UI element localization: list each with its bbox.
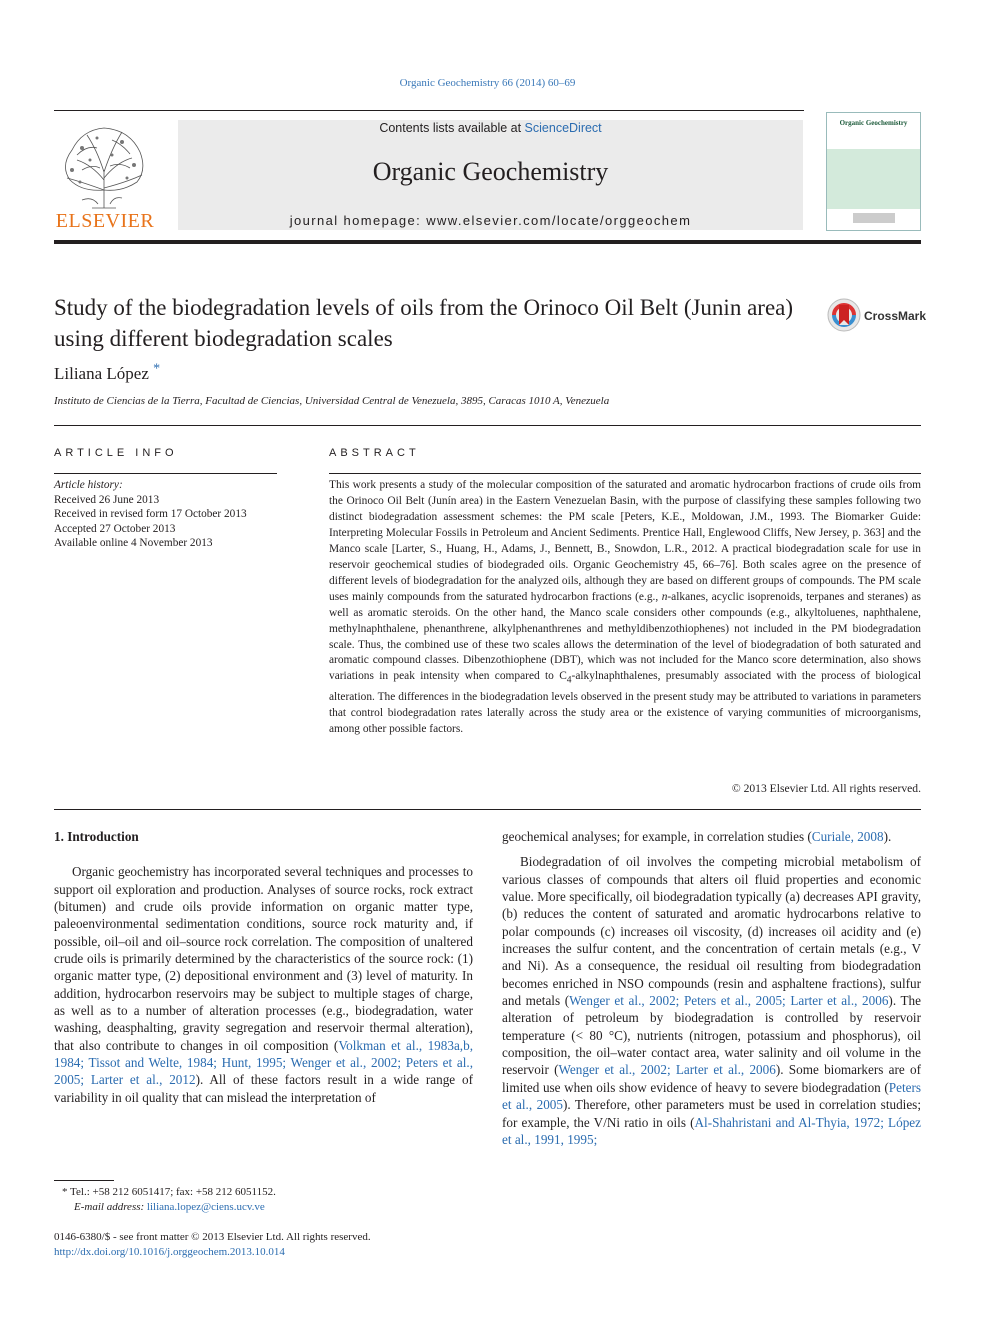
doi-link[interactable]: http://dx.doi.org/10.1016/j.orggeochem.2013.10.014 bbox=[54, 1245, 285, 1258]
contents-line bbox=[178, 121, 803, 135]
right-paragraph-1 bbox=[502, 828, 921, 845]
right-p2-text-a: Biodegradation of oil involves the competing microbial metabolism of various classes of compounds that alters oil fluid properties and economic value. More specifically, oil biodegradation typically (a) decreases API gravity, (b) reduces the content of saturated and aromatic hydrocarbons relative to polar compounds (c) increases oil viscosity, (d) increases oil acidity and (e) increases the sulfur content, and the concentration of certain metals (e.g., V and Ni). As a consequence, the residual oil resulting from biodegradation becomes enriched in NSO compounds (resin and asphaltene fractions), sulfur and metals ( bbox=[502, 854, 921, 1009]
journal-reference[interactable]: Organic Geochemistry 66 (2014) 60–69 bbox=[399, 77, 576, 89]
right-p2-text-d: ). Therefore, other parameters must be used in correlation studies; for example, the V/Ni ratio in oils ( bbox=[502, 1097, 921, 1130]
sciencedirect-link[interactable]: ScienceDirect bbox=[524, 121, 602, 135]
right-p2-citation-4[interactable]: Al-Shahristani and Al-Thyia, 1972; López et al., 1991, 1995; bbox=[502, 1114, 921, 1147]
abstract-text bbox=[329, 478, 921, 738]
abstract-italic-n: n bbox=[661, 590, 668, 603]
footnote-email-link[interactable]: liliana.lopez@ciens.ucv.ve bbox=[146, 1201, 265, 1213]
issn-line: 0146-6380/$ - see front matter © 2013 Elsevier Ltd. All rights reserved. bbox=[54, 1231, 371, 1243]
author-footnote bbox=[62, 1185, 482, 1215]
elsevier-wordmark[interactable]: ELSEVIER bbox=[55, 210, 155, 232]
right-p2-citation-3[interactable]: Peters et al., 2005 bbox=[502, 1079, 921, 1113]
author-name-text: Liliana López bbox=[54, 364, 149, 383]
crossmark-label[interactable]: CrossMark bbox=[864, 309, 927, 323]
section-rule bbox=[54, 425, 921, 426]
right-paragraph-2 bbox=[502, 853, 921, 1148]
right-p2-text-b: ). The alteration of petroleum by biodegradation is controlled by reservoir temperature (< 80 °C), nutrients (nitrogen, potassium and phosphorus), oil composition, the oil–water contact area, water salinity and oil volume in the reservoir ( bbox=[502, 993, 921, 1078]
cover-band bbox=[827, 149, 920, 209]
right-p2-text-c: ). Some biomarkers are of limited use when oils show evidence of heavy to severe biodegradation ( bbox=[502, 1062, 921, 1095]
revised-date: Received in revised form 17 October 2013 bbox=[54, 508, 247, 521]
article-info-heading: ARTICLE INFO bbox=[54, 447, 178, 459]
article-history bbox=[54, 478, 284, 551]
right-p2-citation-1[interactable]: Wenger et al., 2002; Peters et al., 2005; Larter et al., 2006 bbox=[569, 993, 889, 1009]
right-p2-citation-2[interactable]: Wenger et al., 2002; Larter et al., 2006 bbox=[558, 1062, 776, 1078]
abstract-rule bbox=[329, 473, 921, 474]
body-left-column bbox=[54, 828, 473, 1106]
right-p1-text-b: ). bbox=[883, 829, 892, 844]
journal-homepage[interactable]: journal homepage: www.elsevier.com/locate/orggeochem bbox=[289, 213, 692, 228]
article-history-heading: Article history: bbox=[54, 479, 123, 491]
cover-publisher-logo-icon bbox=[853, 213, 895, 223]
front-matter bbox=[54, 1230, 554, 1259]
right-p1-text-a: geochemical analyses; for example, in correlation studies ( bbox=[502, 829, 812, 844]
abstract-subscript: 4 bbox=[566, 675, 572, 686]
footnote-rule bbox=[54, 1180, 114, 1181]
right-p1-citation[interactable]: Curiale, 2008 bbox=[811, 829, 884, 844]
received-date: Received 26 June 2013 bbox=[54, 493, 160, 506]
footnote-tel: Tel.: +58 212 6051417; fax: +58 212 6051152. bbox=[67, 1186, 276, 1198]
header-rule bbox=[54, 110, 804, 111]
journal-title: Organic Geochemistry bbox=[372, 157, 609, 186]
paragraph-gap bbox=[502, 845, 921, 853]
article-info-rule bbox=[54, 473, 277, 474]
body-right-column bbox=[502, 828, 921, 1148]
online-date: Available online 4 November 2013 bbox=[54, 537, 213, 550]
abstract-bottom-rule bbox=[54, 809, 921, 810]
article-title: Study of the biodegradation levels of oils from the Orinoco Oil Belt (Junin area) using different biodegradation scales bbox=[54, 295, 794, 351]
abstract-part-2: -alkanes, acyclic isoprenoids, terpanes and steranes) as well as aromatic steroids. On the other hand, the Manco scale considers other compounds (e.g., alkyltoluenes, naphthalene, methylnaphthalene, phenanthrene, alkylphenanthrenes and methyldibenzothiophenes) not included in the PM biodegradation scale. Thus, the combined use of these two scales allows the determination of the level of biodegradation of both saturated and aromatic compound classes. Dibenzothiophene (DBT), which was not included for the Manco score determination, also shows variations in peak intensity when compared to C bbox=[329, 590, 921, 683]
author-affiliation: Instituto de Ciencias de la Tierra, Facultad de Ciencias, Universidad Central de Venezuela, 3895, Caracas 1010 A, Venezuela bbox=[54, 395, 610, 407]
footnote-email-label: E-mail address: bbox=[74, 1201, 147, 1213]
intro-p1-text-b: ). All of these factors result in a wide range of variability in oil quality that can mislead the interpretation of bbox=[54, 1072, 473, 1105]
header-thick-rule bbox=[54, 240, 921, 244]
abstract-part-3: -alkylnaphthalenes, presumably associated with the process of biological alteration. The differences in the biodegradation levels observed in the present study may be attributed to variations in parameters that control biodegradation rates laterally across the study area or the existence of varying communities of microorganisms, among other possible factors. bbox=[329, 670, 921, 735]
footnote-mark: * bbox=[62, 1186, 68, 1198]
introduction-heading: 1. Introduction bbox=[54, 829, 139, 844]
accepted-date: Accepted 27 October 2013 bbox=[54, 522, 176, 535]
footnote-contact bbox=[62, 1185, 482, 1200]
journal-cover-thumbnail[interactable] bbox=[826, 112, 921, 231]
abstract-part-1: This work presents a study of the molecular composition of the saturated and aromatic hydrocarbon fractions of crude oils from the Orinoco Oil Belt (Junín area) in the Eastern Venezuelan Basin, with the purpose of classifying these samples following two distinct biodegradation assessment schemes: the PM scale [Peters, K.E., Moldowan, J.M., 1993. The Biomarker Guide: Interpreting Molecular Fossils in Petroleum and Ancient Sediments. Prentice Hall, Englewood Cliffs, New Jersey, p. 363] and the Manco scale [Larter, S., Huang, H., Adams, J., Bennett, B., Snowdon, L.R., 2012. A practical biodegradation scale for use in reservoir geochemical studies of biodegraded oils. Organic Geochemistry 45, 66–76]. Both scales agree on the presence of different levels of biodegradation for the analyzed oils, although they are based on different groups of compounds. The PM scale uses mainly compounds from the saturated hydrocarbon fractions (e.g., bbox=[329, 479, 921, 603]
footnote-email-line bbox=[62, 1200, 482, 1215]
contents-prefix: Contents lists available at bbox=[379, 121, 525, 135]
intro-p1-text-a: Organic geochemistry has incorporated several techniques and processes to support oil exploration and production. Analyses of source rocks, rock extract (bitumen) and crude oils provide information on organic matter type, paleoenvironmental sedimentation conditions, source rock maturity and, if possible, oil–oil and oil–source rock correlation. The composition of unaltered crude oils is primarily determined by the characteristics of the source rock: (1) organic matter type, (2) depositional environment and (3) level of maturity. In addition, hydrocarbon reservoirs may be subject to multiple stages of charge, as well as to a number of alteration processes (e.g., biodegradation, water washing, deasphalting, gravity segregation and reservoir thermal alteration), that also contribute to changes in oil composition ( bbox=[54, 864, 473, 1053]
author-footnote-mark[interactable]: * bbox=[153, 361, 161, 377]
intro-p1-citation[interactable]: Volkman et al., 1983a,b, 1984; Tissot and Welte, 1984; Hunt, 1995; Wenger et al., 2002; Peters et al., 2005; Larter et al., 2012 bbox=[54, 1037, 473, 1088]
cover-title: Organic Geochemistry bbox=[839, 119, 908, 127]
abstract-heading: ABSTRACT bbox=[329, 447, 420, 459]
author-name bbox=[54, 361, 161, 384]
abstract-copyright: © 2013 Elsevier Ltd. All rights reserved. bbox=[731, 782, 921, 795]
intro-paragraph-1 bbox=[54, 863, 473, 1106]
